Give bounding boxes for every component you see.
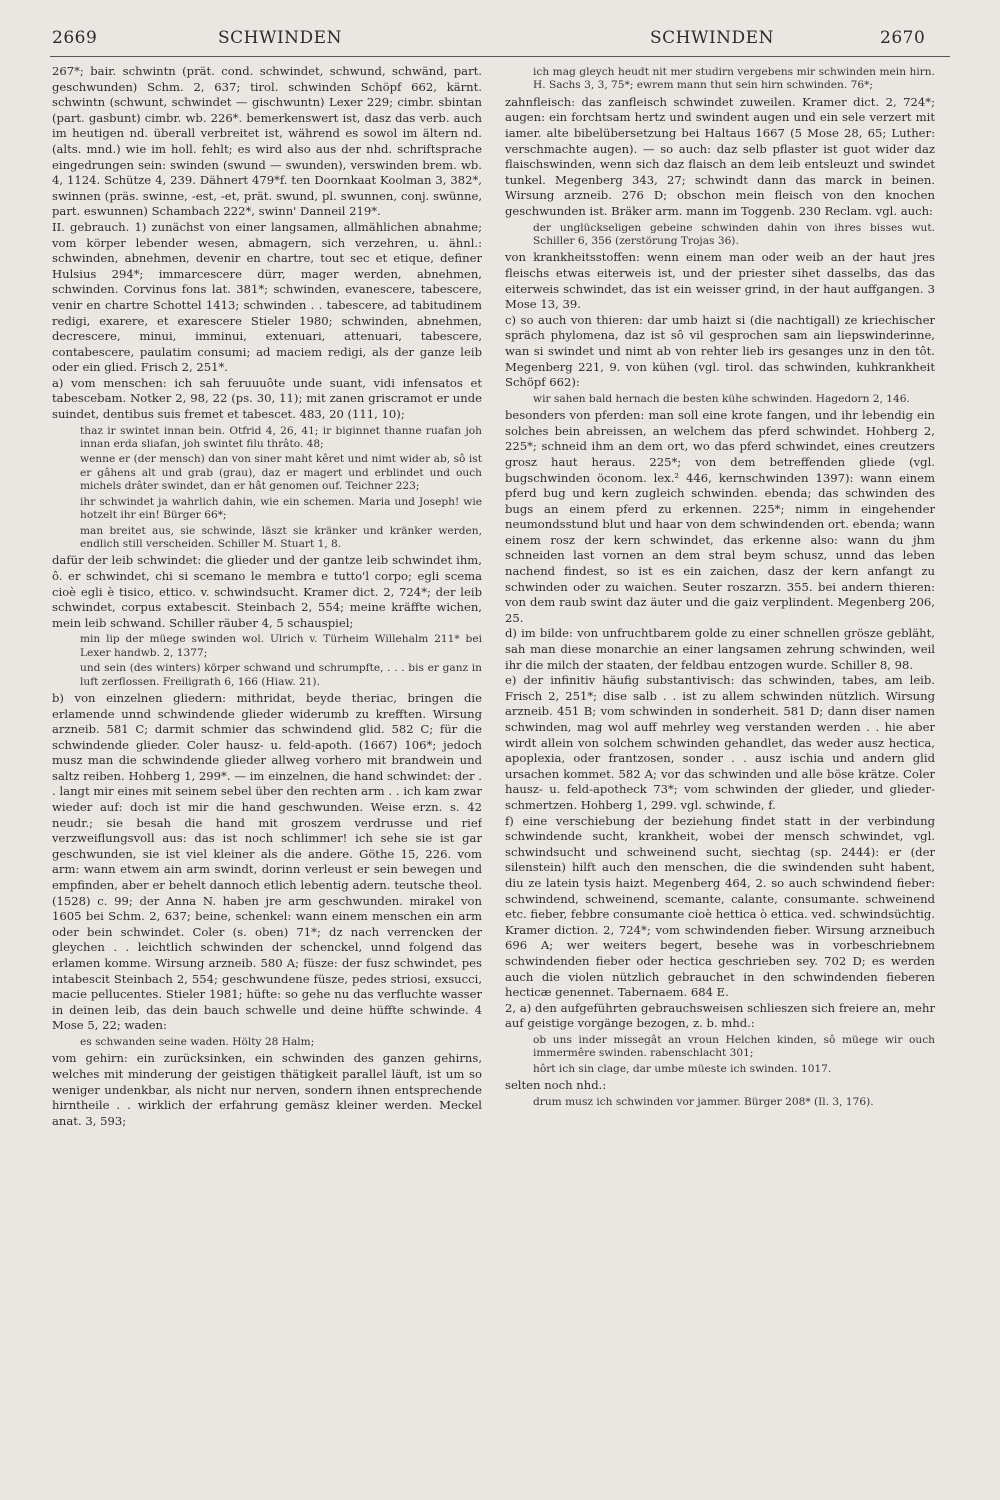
- header-rule: [50, 56, 950, 57]
- verse-quotation: der unglückseligen gebeine schwinden dahin von ihres bisses wut. Schiller 6, 356 (zerstörung Trojas 36).: [533, 221, 935, 247]
- entry-paragraph: a) vom menschen: ich sah feruuuôte unde suant, vidi infensatos et tabescebam. Notker 2, 98, 22 (ps. 30, 11); mit zanen griscramot er unde suindet, dentibus suis fremet et tabescet. 483, 20 (111, 10);: [52, 375, 482, 422]
- entry-paragraph: 267*; bair. schwintn (prät. cond. schwindet, schwund, schwänd, part. geschwunden) Schm. 2, 637; tirol. schwinden Schöpf 662, kärnt. schwintn (schwunt, schwindet — gischwuntn) Lexer 229; cimbr. sbintan (part. gasbunt) cimbr. wb. 226*. bemerkenswert ist, dasz das verb. auch im heutigen nd. überall verbreitet ist, während es sowol im ältern nd. (alts. mnd.) wie im holl. fehlt; es wird also aus der nhd. schriftsprache eingedrungen sein: swinden (swund — swunden), verswinden brem. wb. 4, 1124. Schütze 4, 239. Dähnert 479*f. ten Doornkaat Koolman 3, 382*, swinnen (präs. swinne, -est, -et, prät. swund, pl. swunnen, conj. swünne, part. eswunnen) Schambach 222*, swinn' Danneil 219*.: [52, 64, 482, 219]
- verse-quotation: ob uns inder missegât an vroun Helchen kinden, sô müege wir ouch immermêre swinden. rabenschlacht 301;: [533, 1033, 935, 1060]
- entry-paragraph: f) eine verschiebung der beziehung findet statt in der verbindung schwindende sucht, krankheit, wobei der mensch schwindet, vgl. schwindsucht und schweinend sucht, siechtag (sp. 2444): er (der silenstein) hilft auch den menschen, die die swindenden suht habent, diu ze latein tysis haizt. Megenberg 464, 2. so auch schwindend fieber: schwindend, schweinend, scemante, calante, consumante. schweinend etc. fieber, febbre consumante cioè hettica ò ettica. ved. schwindsüchtig. Kramer diction. 2, 724*; vom schwindenden fieber. Wirsung arzneibuch 696 A; wer weiters begert, besehe was in vorbeschriebnem schwindenden fieber oder hectica geschrieben sey. 702 D; es werden auch die violen nützlich gebrauchet in den schwindenden fieberen hecticæ genennet. Tabernaem. 684 E.: [505, 813, 935, 1000]
- verse-quotation: drum musz ich schwinden vor jammer. Bürger 208* (Il. 3, 176).: [533, 1095, 874, 1108]
- right-page-number: 2670: [880, 28, 926, 48]
- verse-quotation: ihr schwindet ja wahrlich dahin, wie ein schemen. Maria und Joseph! wie hotzelt ihr ein! Bürger 66*;: [80, 495, 482, 522]
- verse-quotation: wenne er (der mensch) dan von siner maht kêret und nimt wider ab, sô ist er gâhens alt und grab (grau), daz er magert und erblindet und ouch michels drâter swindet, dan er hât genomen ouf. Teichner 223;: [80, 453, 482, 493]
- entry-paragraph: d) im bilde: von unfruchtbarem golde zu einer schnellen grösze gebläht, sah man diese monarchie an einer langsamen zehrung schwinden, weil ihr die milch der staaten, der feldbau entzogen wurde. Schiller 8, 98.: [505, 626, 935, 672]
- entry-paragraph: dafür der leib schwindet: die glieder und der gantze leib schwindet ihm, ô. er schwindet, chi si scemano le membra e tutto'l corpo; egli scema cioè egli è tisico, ettico. v. schwindsucht. Kramer dict. 2, 724*; der leib schwindet, corpus extabescit. Steinbach 2, 554; meine kräffte wichen, mein leib schwand. Schiller räuber 4, 5 schauspiel;: [52, 553, 482, 630]
- left-column: [52, 64, 482, 1479]
- entry-paragraph: vom gehirn: ein zurücksinken, ein schwinden des ganzen gehirns, welches mit minderung der geistigen thätigkeit parallel läuft, ist um so weniger undenkbar, als nicht nur nerven, sondern ihnen entsprechende hirntheile . . wirklich der erfahrung gemäsz kleiner werden. Meckel anat. 3, 593;: [52, 1051, 482, 1128]
- entry-paragraph: selten noch nhd.:: [505, 1078, 607, 1093]
- entry-paragraph: zahnfleisch: das zanfleisch schwindet zuweilen. Kramer dict. 2, 724*; augen: ein forchtsam hertz und swindent augen und ein sele verzert mit iamer. alte bibelübersetzung bei Haltaus 1667 (5 Mose 28, 65; Luther: verschmachte augen). — so auch: daz selb pflaster ist guot wider daz flaischswinden, wenn sich daz flaisch an dem leib entsleuzt und swindet tunkel. Megenberg 343, 27; schwindt dann das marck in beinen. Wirsung arzneib. 276 D; obschon mein fleisch von den knochen geschwunden ist. Bräker arm. mann im Toggenb. 230 Reclam. vgl. auch:: [505, 94, 935, 218]
- verse-quotation: ich mag gleych heudt nit mer studirn vergebens mir schwinden mein hirn. H. Sachs 3, 3, 75*; ewrem mann thut sein hirn schwinden. 76*;: [533, 66, 935, 92]
- verse-quotation: wir sahen bald hernach die besten kühe schwinden. Hagedorn 2, 146.: [533, 392, 910, 405]
- entry-paragraph: e) der infinitiv häufig substantivisch: das schwinden, tabes, am leib. Frisch 2, 251*; dise salb . . ist zu allem schwinden nützlich. Wirsung arzneib. 451 B; vom schwinden in sonderheit. 581 D; dann diser namen schwinden, mag wol auff mehrley weg verstanden werden . . hie aber wirdt allein von solchem schwinden gehandlet, das weder ausz hectica, apoplexia, oder frantzosen, sonder . . ausz ischia und andern glid ursachen kommet. 582 A; vor das schwinden und alle böse krätze. Coler hausz- u. feld-apotheck 73*; vom schwinden der glieder, und glieder-schmertzen. Hohberg 1, 299. vgl. schwinde, f.: [505, 673, 935, 812]
- verse-quotation: min lip der müege swinden wol. Ulrich v. Türheim Willehalm 211* bei Lexer handwb. 2, 1377;: [80, 633, 482, 659]
- right-page-title: SCHWINDEN: [650, 28, 774, 48]
- left-page-title: SCHWINDEN: [218, 28, 342, 48]
- verse-quotation: und sein (des winters) körper schwand und schrumpfte, . . . bis er ganz in luft zerflossen. Freiligrath 6, 166 (Hiaw. 21).: [80, 662, 482, 688]
- entry-paragraph: 2, a) den aufgeführten gebrauchsweisen schlieszen sich freiere an, mehr auf geistige vorgänge bezogen, z. b. mhd.:: [505, 1000, 935, 1031]
- entry-paragraph: von krankheitsstoffen: wenn einem man oder weib an der haut jres fleischs etwas eiterweis ist, und der priester sihet dasselbs, das das eiterweis schwindet, das ist ein weisser grind, in der haut auffgangen. 3 Mose 13, 39.: [505, 250, 935, 312]
- entry-paragraph: b) von einzelnen gliedern: mithridat, beyde theriac, bringen die erlamende unnd schwindende glieder widerumb zu krefften. Wirsung arzneib. 581 C; darmit schmier das schwindend glid. 582 C; für die schwindende glieder. Coler hausz- u. feld-apoth. (1667) 106*; jedoch musz man die schwindende glieder allweg vorhero mit brandwein und saltz reiben. Hohberg 1, 299*. — im einzelnen, die hand schwindet: der . . langt mir eines mit seinem sebel über den rechten arm . . ich kam zwar wieder auf: doch ist mir die hand geschwunden. Weise erzn. s. 42 neudr.; sie besah die hand mit groszem verdrusse und rief verzweiflungsvoll aus: das ist noch schlimmer! ich sehe sie ist gar geschwunden, sie ist viel kleiner als die andere. Göthe 15, 226. vom arm: wann etwem ain arm swindt, dorinn verleust er sein bewegen und empfinden, aber er behelt dannoch etlich lebentig adern. teutsche theol. (1528) c. 99; der Anna N. haben jre arm geschwunden. mirakel von 1605 bei Schm. 2, 637; beine, schenkel: wann einem menschen ein arm oder bein schwindet. Coler (s. oben) 71*; dz nach verrencken der gleychen . . leichtlich schwinden der schenckel, unnd folgend das erlamen komme. Wirsung arzneib. 580 A; füsze: der fusz schwindet, pes intabescit Steinbach 2, 554; geschwundene füsze, pedes striosi, exsucci, macie pellucentes. Stieler 1981; hüfte: so gehe nu das verfluchte wasser in deinen leib, das dein bauch schwelle und deine hüffte schwinde. 4 Mose 5, 22; waden:: [52, 690, 482, 1033]
- verse-quotation: man breitet aus, sie schwinde, läszt sie kränker und kränker werden, endlich still verscheiden. Schiller M. Stuart 1, 8.: [80, 524, 482, 550]
- verse-quotation: thaz ir swintet innan bein. Otfrid 4, 26, 41; ir biginnet thanne ruafan joh innan erda sliafan, joh swintet filu thrâto. 48;: [80, 424, 482, 451]
- verse-quotation: es schwanden seine waden. Hölty 28 Halm;: [80, 1035, 315, 1048]
- entry-paragraph: besonders von pferden: man soll eine krote fangen, und ihr lebendig ein solches bein abreissen, an welchem das pferd schwindet. Hohberg 2, 225*; schneid ihm an dem ort, wo das pferd schwindet, eines creutzers grosz haut heraus. 225*; von dem betreffenden gliede (vgl. bugschwinden öconom. lex.² 446, kernschwinden 1397): wann einem pferd bug und kern zugleich schwinden. ebenda; das schwinden des bugs an einem pferd zu erkennen. 225*; nimm in eingehender neumondsstund blut und haar von dem schwindenden ort. ebenda; wann einem rosz der kern schwindet, das erkenne also: wann du jhm schneiden last vornen an dem stral beym schusz, unnd das leben nachend findest, so ist es ein zaichen, dasz der kern anfangt zu schwinden oder zu waichen. Seuter roszarzn. 355. bei andern thieren: von dem raub swint daz äuter und die gaiz verplindent. Megenberg 206, 25.: [505, 408, 935, 625]
- entry-paragraph: II. gebrauch. 1) zunächst von einer langsamen, allmählichen abnahme; vom körper lebender wesen, abmagern, sich verzehren, u. ähnl.: schwinden, abnehmen, devenir en chartre, tout sec et etique, definer Hulsius 294*; immarcescere dürr, mager werden, abnehmen, schwinden. Corvinus fons lat. 381*; schwinden, evanescere, tabescere, venir en chartre Schottel 1413; schwinden . . tabescere, ad tabitudinem redigi, exarere, et exarescere Stieler 1980; schwinden, abnehmen, decrescere, minui, imminui, extenuari, attenuari, tabescere, contabescere, paulatim consumi; ad maciem redigi, als der ganze leib oder ein glied. Frisch 2, 251*.: [52, 219, 482, 375]
- left-page-number: 2669: [52, 28, 98, 48]
- entry-paragraph: c) so auch von thieren: dar umb haizt si (die nachtigall) ze kriechischer spräch phylomena, daz ist sô vil gesprochen sam ain liepswinderinne, wan si swindet und nimt ab von rehter lieb irs gesanges unz in den tôt. Megenberg 221, 9. von kühen (vgl. tirol. das schwinden, kuhkrankheit Schöpf 662):: [505, 312, 935, 390]
- right-column: [505, 64, 935, 1479]
- verse-quotation: hôrt ich sin clage, dar umbe müeste ich swinden. 1017.: [533, 1062, 832, 1075]
